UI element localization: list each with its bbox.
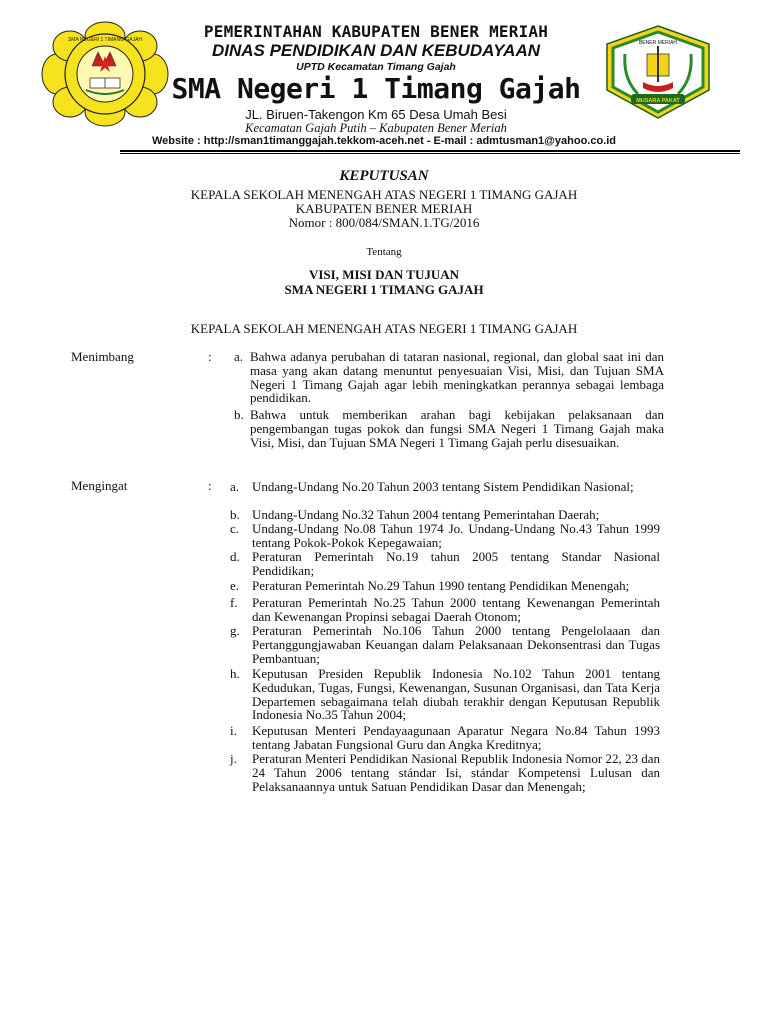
list-marker: d. [230, 549, 240, 564]
list-item-text: Peraturan Pemerintah No.106 Tahun 2000 tentang Pengelolaaan dan Pertanggungjawaban Keuangan dalam Pelaksanaan Dekonsentrasi dan Tugas Pembantuan; [252, 623, 660, 666]
list-marker: f. [230, 595, 238, 610]
list-item-text: Peraturan Pemerintah No.25 Tahun 2000 tentang Kewenangan Pemerintah dan Kewenangan Propinsi sebagai Daerah Otonom; [252, 595, 660, 624]
list-marker: i. [230, 723, 237, 738]
list-item-text: Peraturan Pemerintah No.29 Tahun 1990 tentang Pendidikan Menengah; [252, 578, 630, 593]
letterhead-uptd: UPTD Kecamatan Timang Gajah [296, 61, 456, 73]
letterhead-rule [120, 150, 740, 152]
menimbang-colon: : [208, 349, 212, 364]
issuer-heading: KEPALA SEKOLAH MENENGAH ATAS NEGERI 1 TIMANG GAJAH [190, 321, 578, 336]
list-item-text: Undang-Undang No.20 Tahun 2003 tentang Sistem Pendidikan Nasional; [252, 479, 634, 494]
list-item-text: Bahwa untuk memberikan arahan bagi kebijakan pelaksanaan dan pengembangan tugas pokok dan fungsi SMA Negeri 1 Timang Gajah maka Visi, Misi, dan Tujuan SMA Negeri 1 Timang Gajah perlu disesuaikan. [250, 407, 664, 450]
letterhead-government: PEMERINTAHAN KABUPATEN BENER MERIAH [203, 22, 549, 41]
list-marker: j. [230, 751, 237, 766]
issuer-line-1: KEPALA SEKOLAH MENENGAH ATAS NEGERI 1 TIMANG GAJAH [190, 187, 578, 202]
document-title: KEPUTUSAN [339, 168, 429, 184]
menimbang-label: Menimbang [71, 349, 134, 364]
list-marker: b. [234, 407, 244, 422]
letterhead-department: DINAS PENDIDIKAN DAN KEBUDAYAAN [211, 41, 541, 60]
list-marker: b. [230, 507, 240, 522]
regency-emblem-motto: MUSARA PAKAT [636, 98, 680, 104]
letterhead-school-name: SMA Negeri 1 Timang Gajah [171, 72, 581, 105]
mengingat-label: Mengingat [71, 478, 128, 493]
list-item-text: Undang-Undang No.08 Tahun 1974 Jo. Undang-Undang No.43 Tahun 1999 tentang Pokok-Pokok Kepegawaian; [252, 521, 660, 550]
letterhead-district: Kecamatan Gajah Putih – Kabupaten Bener Meriah [245, 121, 507, 135]
list-marker: c. [230, 521, 240, 536]
letterhead-contact: Website : http://sman1timanggajah.tekkom-aceh.net - E-mail : admtusman1@yahoo.co.id [151, 135, 617, 147]
mengingat-colon: : [208, 478, 212, 493]
list-item-text: Bahwa adanya perubahan di tataran nasional, regional, dan global saat ini dan masa yang akan datang menuntut penyesuaian Visi, Misi, dan Tujuan SMA Negeri 1 Timang Gajah agar lebih meningkatkan perannya sebagai lembaga pendidikan. [250, 349, 664, 406]
list-marker: a. [234, 349, 244, 364]
school-logo-ring-text: SMA NEGERI 1 TIMANG GAJAH [67, 37, 143, 43]
subject-line-2: SMA NEGERI 1 TIMANG GAJAH [284, 282, 484, 297]
regency-emblem-top-text: BENER MERIAH [638, 40, 678, 46]
list-item-text: Keputusan Presiden Republik Indonesia No.102 Tahun 2001 tentang Kedudukan, Tugas, Fungsi, Kewenangan, Susunan Organisasi, dan Tata Kerja Departemen sebagaimana telah diubah terakhir dengan Keputusan Republik Indonesia No.35 Tahun 2004; [252, 666, 660, 723]
list-marker: a. [230, 479, 240, 494]
letterhead-address: JL. Biruen-Takengon Km 65 Desa Umah Besi [245, 107, 507, 122]
list-item-text: Undang-Undang No.32 Tahun 2004 tentang Pemerintahan Daerah; [252, 507, 600, 522]
about-label: Tentang [366, 246, 402, 258]
document-number: Nomor : 800/084/SMAN.1.TG/2016 [288, 215, 480, 230]
list-item-text: Peraturan Pemerintah No.19 tahun 2005 tentang Standar Nasional Pendidikan; [252, 549, 660, 578]
issuer-line-2: KABUPATEN BENER MERIAH [295, 201, 473, 216]
list-item-text: Keputusan Menteri Pendayaagunaan Aparatur Negara No.84 Tahun 1993 tentang Jabatan Fungsional Guru dan Angka Kreditnya; [252, 723, 660, 752]
list-marker: h. [230, 666, 240, 681]
list-marker: e. [230, 578, 240, 593]
subject-line-1: VISI, MISI DAN TUJUAN [308, 267, 459, 282]
list-marker: g. [230, 623, 240, 638]
letterhead [0, 0, 768, 152]
letterhead-rule-thin [120, 153, 740, 154]
list-item-text: Peraturan Menteri Pendidikan Nasional Republik Indonesia Nomor 22, 23 dan 24 Tahun 2006 tentang stándar Isi, stándar Kompetensi Lulusan dan Pelaksanaannya untuk Satuan Pendidikan Dasar dan Menengah; [252, 751, 660, 794]
